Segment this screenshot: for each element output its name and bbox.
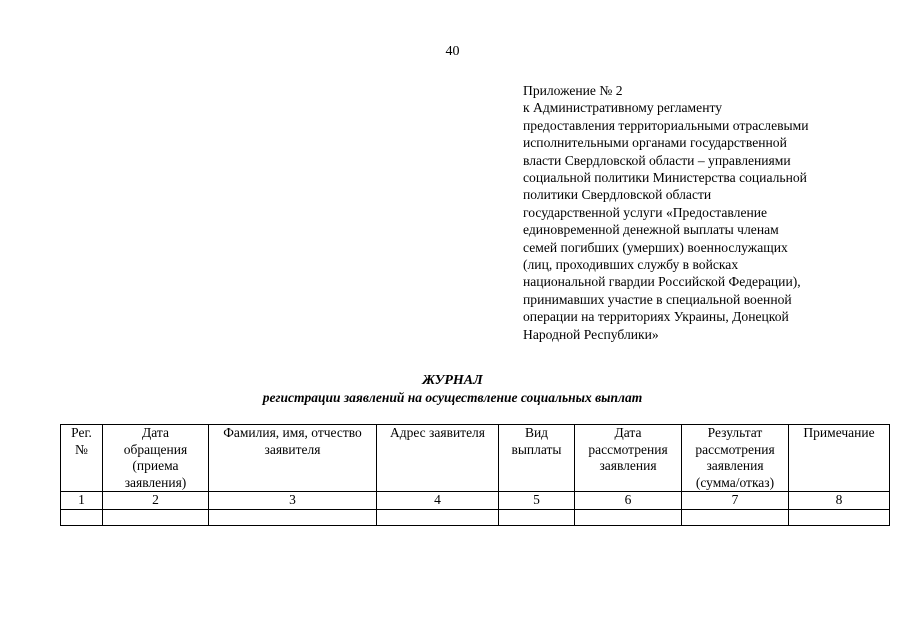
empty-cell xyxy=(499,509,575,525)
appendix-line: единовременной денежной выплаты членам xyxy=(523,222,779,238)
column-number: 7 xyxy=(682,492,789,510)
appendix-line: национальной гвардии Российской Федерации), xyxy=(523,274,801,290)
appendix-line: к Административному регламенту xyxy=(523,100,723,116)
empty-cell xyxy=(789,509,890,525)
appendix-line: социальной политики Министерства социальной xyxy=(523,170,807,186)
column-number: 2 xyxy=(103,492,209,510)
empty-cell xyxy=(377,509,499,525)
appendix-line: предоставления территориальными отраслевыми xyxy=(523,117,809,133)
column-number: 6 xyxy=(575,492,682,510)
column-number: 8 xyxy=(789,492,890,510)
header-application-date: Дата обращения (приема заявления) xyxy=(103,425,209,492)
column-number: 1 xyxy=(61,492,103,510)
empty-cell xyxy=(103,509,209,525)
appendix-line: власти Свердловской области – управлениями xyxy=(523,152,791,168)
column-number: 3 xyxy=(209,492,377,510)
column-number-row xyxy=(61,492,890,510)
header-reg-number: Рег. № xyxy=(61,425,103,492)
column-number: 5 xyxy=(499,492,575,510)
registration-table xyxy=(60,424,890,526)
appendix-line: принимавших участие в специальной военной xyxy=(523,291,792,307)
empty-cell xyxy=(61,509,103,525)
header-payment-type: Вид выплаты xyxy=(499,425,575,492)
header-row xyxy=(61,425,890,492)
appendix-line: политики Свердловской области xyxy=(523,187,712,203)
column-number: 4 xyxy=(377,492,499,510)
empty-cell xyxy=(682,509,789,525)
appendix-line: операции на территориях Украины, Донецкой xyxy=(523,309,789,325)
header-review-result: Результат рассмотрения заявления (сумма/отказ) xyxy=(682,425,789,492)
appendix-line: исполнительными органами государственной xyxy=(523,135,787,151)
header-applicant-name: Фамилия, имя, отчество заявителя xyxy=(209,425,377,492)
header-review-date: Дата рассмотрения заявления xyxy=(575,425,682,492)
appendix-line: (лиц, проходивших службу в войсках xyxy=(523,257,739,273)
header-applicant-address: Адрес заявителя xyxy=(377,425,499,492)
journal-title: ЖУРНАЛ xyxy=(422,373,483,388)
journal-subtitle: регистрации заявлений на осуществление социальных выплат xyxy=(262,390,643,405)
empty-table-row xyxy=(61,509,890,525)
page-number: 40 xyxy=(445,44,460,59)
empty-cell xyxy=(209,509,377,525)
appendix-line: Народной Республики» xyxy=(523,326,659,342)
appendix-line: семей погибших (умерших) военнослужащих xyxy=(523,239,788,255)
header-note: Примечание xyxy=(789,425,890,492)
appendix-line: Приложение № 2 xyxy=(523,83,623,98)
appendix-block xyxy=(523,82,863,343)
appendix-line: государственной услуги «Предоставление xyxy=(523,204,768,220)
empty-cell xyxy=(575,509,682,525)
